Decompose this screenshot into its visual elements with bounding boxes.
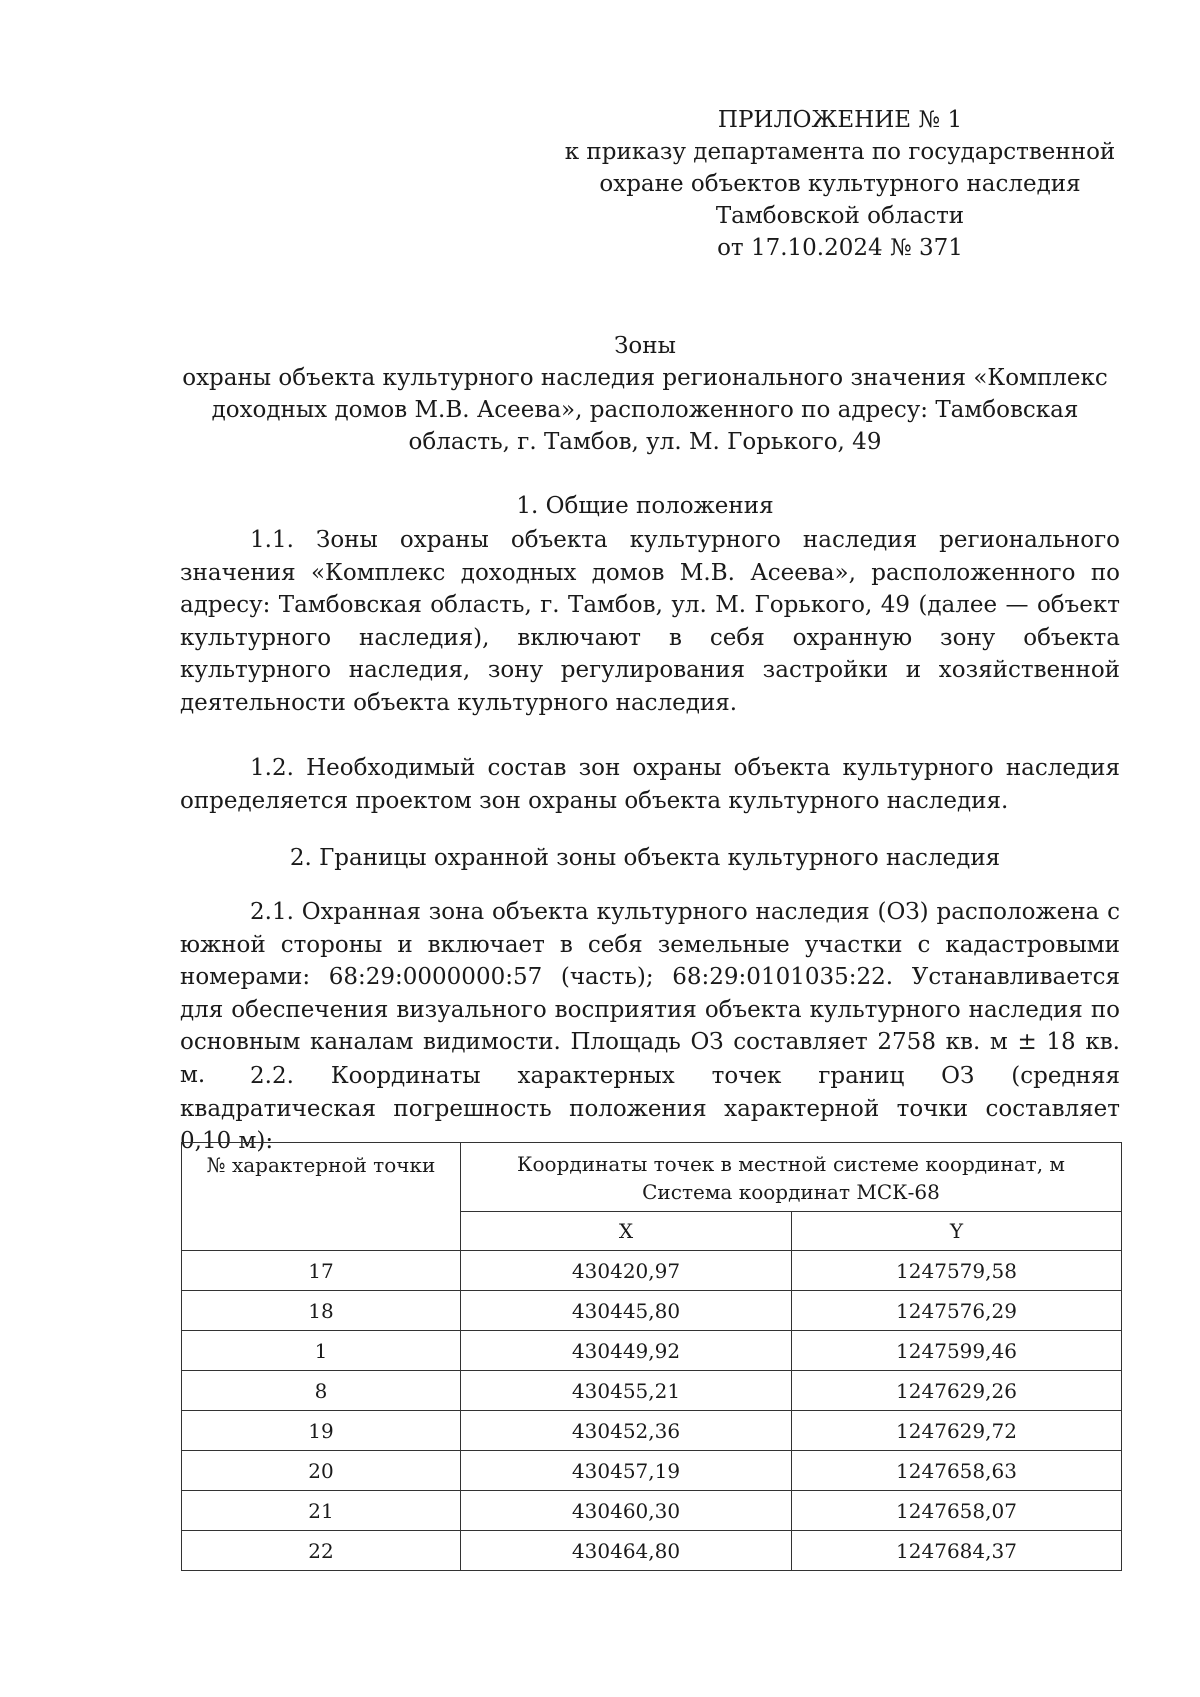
cell-x: 430445,80 [461, 1291, 792, 1331]
paragraph-1-1: 1.1. Зоны охраны объекта культурного наследия регионального значения «Комплекс доходных домов М.В. Асеева», расположенного по адресу: Тамбовская область, г. Тамбов, ул. М. Горького, 49 (далее — объект культурного наследия), включают в себя охранную зону объекта культурного наследия, зону регулирования застройки и хозяйственной деятельности объекта культурного наследия. [180, 527, 1120, 716]
title-line: охраны объекта культурного наследия регионального значения «Комплекс [182, 365, 1108, 391]
header-x: X [461, 1212, 792, 1251]
cell-y: 1247658,63 [792, 1451, 1122, 1491]
header-coords-line: Координаты точек в местной системе координат, м [517, 1152, 1065, 1176]
title-line: область, г. Тамбов, ул. М. Горького, 49 [408, 429, 882, 455]
table-row [182, 1371, 1122, 1411]
appendix-line: ПРИЛОЖЕНИЕ № 1 [717, 107, 963, 133]
appendix-line: Тамбовской области [715, 203, 965, 229]
appendix-line: к приказу департамента по государственной [564, 139, 1116, 165]
cell-x: 430464,80 [461, 1531, 792, 1571]
paragraph-2-2: 2.2. Координаты характерных точек границ ОЗ (средняя квадратическая погрешность положения характерной точки составляет 0,10 м): [180, 1063, 1120, 1154]
table-body [182, 1251, 1122, 1571]
appendix-line: охране объектов культурного наследия [599, 171, 1081, 197]
cell-x: 430455,21 [461, 1371, 792, 1411]
cell-point: 1 [182, 1331, 461, 1371]
table-row [182, 1411, 1122, 1451]
coordinates-table [181, 1142, 1122, 1571]
title-line: Зоны [614, 333, 676, 359]
paragraph-1-2: 1.2. Необходимый состав зон охраны объекта культурного наследия определяется проектом зон охраны объекта культурного наследия. [180, 755, 1120, 814]
table-row [182, 1291, 1122, 1331]
cell-point: 21 [182, 1491, 461, 1531]
header-y: Y [792, 1212, 1122, 1251]
cell-y: 1247579,58 [792, 1251, 1122, 1291]
header-coordinate-system [461, 1143, 1122, 1212]
cell-x: 430420,97 [461, 1251, 792, 1291]
cell-y: 1247684,37 [792, 1531, 1122, 1571]
table-row [182, 1531, 1122, 1571]
cell-y: 1247629,72 [792, 1411, 1122, 1451]
cell-point: 8 [182, 1371, 461, 1411]
cell-x: 430457,19 [461, 1451, 792, 1491]
cell-y: 1247658,07 [792, 1491, 1122, 1531]
cell-x: 430452,36 [461, 1411, 792, 1451]
cell-point: 18 [182, 1291, 461, 1331]
paragraph-2-1: 2.1. Охранная зона объекта культурного наследия (ОЗ) расположена с южной стороны и включает в себя земельные участки с кадастровыми номерами: 68:29:0000000:57 (часть); 68:29:0101035:22. Устанавливается для обеспечения визуального восприятия объекта культурного наследия по основным каналам видимости. Площадь ОЗ составляет 2758 кв. м ± 18 кв. м. [180, 899, 1120, 1088]
cell-x: 430449,92 [461, 1331, 792, 1371]
table-row [182, 1451, 1122, 1491]
document-title [170, 330, 1120, 458]
cell-y: 1247576,29 [792, 1291, 1122, 1331]
cell-point: 17 [182, 1251, 461, 1291]
title-line: доходных домов М.В. Асеева», расположенного по адресу: Тамбовская [211, 397, 1079, 423]
appendix-header [560, 104, 1120, 264]
header-point-number: № характерной точки [182, 1143, 461, 1251]
table-row [182, 1491, 1122, 1531]
section-2-heading: 2. Границы охранной зоны объекта культурного наследия [289, 845, 1001, 871]
cell-y: 1247629,26 [792, 1371, 1122, 1411]
appendix-line: от 17.10.2024 № 371 [717, 235, 963, 261]
table-row [182, 1251, 1122, 1291]
section-1-heading: 1. Общие положения [516, 493, 774, 519]
header-coords-line: Система координат МСК-68 [642, 1180, 940, 1204]
cell-y: 1247599,46 [792, 1331, 1122, 1371]
table-row [182, 1331, 1122, 1371]
cell-point: 20 [182, 1451, 461, 1491]
cell-point: 22 [182, 1531, 461, 1571]
cell-point: 19 [182, 1411, 461, 1451]
cell-x: 430460,30 [461, 1491, 792, 1531]
